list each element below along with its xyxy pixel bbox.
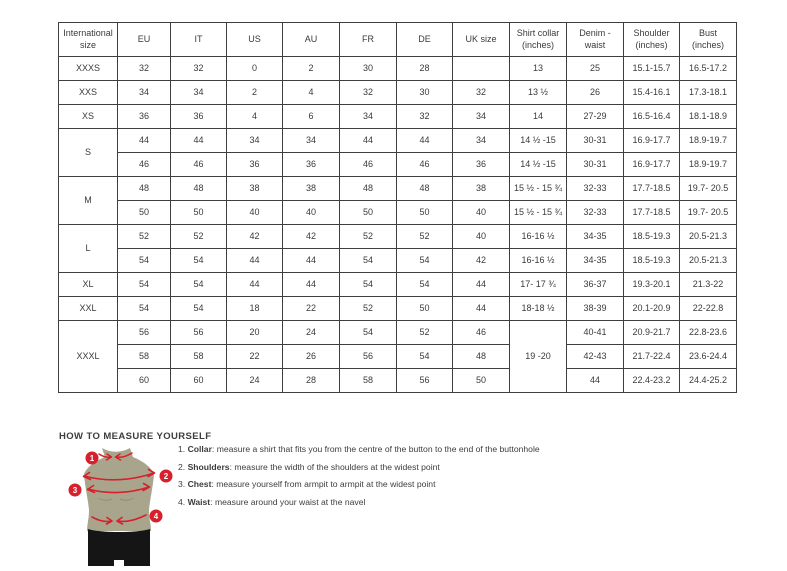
instruction-term: Shoulders (187, 461, 230, 472)
table-cell: 46 (340, 153, 397, 177)
table-cell: 26 (567, 81, 624, 105)
table-row (59, 345, 737, 369)
table-cell: 34 (171, 81, 227, 105)
table-cell: 34 (340, 105, 397, 129)
table-cell: 54 (171, 249, 227, 273)
mannequin-illustration (58, 443, 186, 566)
table-cell: 23.6-24.4 (680, 345, 737, 369)
instruction-text: : measure around your waist at the navel (210, 496, 366, 507)
table-cell: 54 (340, 249, 397, 273)
table-cell: 16.5-17.2 (680, 57, 737, 81)
table-cell: 22-22.8 (680, 297, 737, 321)
table-cell: 15.1-15.7 (624, 57, 680, 81)
table-cell: 52 (397, 225, 453, 249)
table-body (59, 57, 737, 393)
table-cell: 40 (227, 201, 283, 225)
badge-4-number: 4 (153, 512, 159, 521)
table-row (59, 273, 737, 297)
instruction-term: Collar (187, 444, 212, 454)
column-header-de: DE (397, 23, 453, 57)
table-cell: 32 (453, 81, 510, 105)
table-cell: 52 (397, 321, 453, 345)
table-cell: 2 (283, 57, 340, 81)
table-cell: 32-33 (567, 177, 624, 201)
column-header-au: AU (283, 23, 340, 57)
table-cell: 19.7- 20.5 (680, 201, 737, 225)
table-cell: 56 (118, 321, 171, 345)
measure-instruction-collar (178, 445, 540, 454)
table-row (59, 297, 737, 321)
table-cell: 38 (283, 177, 340, 201)
table-cell: 24 (227, 369, 283, 393)
table-cell: 44 (340, 129, 397, 153)
table-cell: 14 (510, 105, 567, 129)
table-cell: 32 (118, 57, 171, 81)
table-cell: 34 (283, 129, 340, 153)
table-cell: 54 (171, 273, 227, 297)
table-cell: 16.9-17.7 (624, 153, 680, 177)
table-row (59, 57, 737, 81)
column-header-us: US (227, 23, 283, 57)
table-cell: 50 (118, 201, 171, 225)
table-cell: 34 (227, 129, 283, 153)
table-row (59, 177, 737, 201)
table-cell: 22 (283, 297, 340, 321)
table-cell: 48 (397, 177, 453, 201)
table-cell: 52 (118, 225, 171, 249)
table-cell: 15.4-16.1 (624, 81, 680, 105)
table-cell: 18.1-18.9 (680, 105, 737, 129)
table-cell: 40 (283, 201, 340, 225)
table-cell: 44 (283, 249, 340, 273)
table-cell: 46 (171, 153, 227, 177)
table-cell: 0 (227, 57, 283, 81)
table-cell: 44 (453, 297, 510, 321)
table-cell: 28 (397, 57, 453, 81)
table-cell: 50 (340, 201, 397, 225)
table-cell: XXXL (59, 321, 118, 393)
table-cell: 48 (171, 177, 227, 201)
table-cell: 36 (283, 153, 340, 177)
table-cell: 40-41 (567, 321, 624, 345)
table-cell: M (59, 177, 118, 225)
table-cell: 25 (567, 57, 624, 81)
table-cell: 50 (453, 369, 510, 393)
badge-2-number: 2 (163, 472, 169, 481)
table-cell: 50 (171, 201, 227, 225)
table-cell: 56 (397, 369, 453, 393)
table-cell: 19.7- 20.5 (680, 177, 737, 201)
table-cell: 16-16 ½ (510, 249, 567, 273)
table-cell: 54 (118, 297, 171, 321)
table-cell: 44 (171, 129, 227, 153)
table-cell: 54 (118, 249, 171, 273)
table-row (59, 81, 737, 105)
instruction-term: Waist (187, 496, 211, 507)
table-cell: 44 (397, 129, 453, 153)
table-cell: 18 (227, 297, 283, 321)
table-row (59, 105, 737, 129)
table-cell: 36-37 (567, 273, 624, 297)
table-cell: 44 (227, 273, 283, 297)
table-cell: 18.9-19.7 (680, 129, 737, 153)
table-cell: 21.7-22.4 (624, 345, 680, 369)
table-cell: 2 (227, 81, 283, 105)
instruction-term: Chest (187, 479, 212, 490)
badge-1 (86, 452, 99, 465)
table-cell: L (59, 225, 118, 273)
table-cell: 50 (397, 201, 453, 225)
measure-section-title: HOW TO MEASURE YOURSELF (59, 431, 212, 442)
table-cell: 20.1-20.9 (624, 297, 680, 321)
table-cell: 42 (453, 249, 510, 273)
table-cell: 40 (453, 201, 510, 225)
table-cell: 60 (118, 369, 171, 393)
table-cell: 42 (227, 225, 283, 249)
table-cell: 44 (227, 249, 283, 273)
table-cell: 32-33 (567, 201, 624, 225)
table-cell: 46 (397, 153, 453, 177)
table-cell: 15 ½ - 15 ¾ (510, 177, 567, 201)
table-cell: 36 (453, 153, 510, 177)
size-chart (58, 22, 737, 393)
table-cell: 20.9-21.7 (624, 321, 680, 345)
column-header-fr: FR (340, 23, 397, 57)
instruction-text: : measure the width of the shoulders at the widest point (229, 461, 440, 472)
table-cell: 34 (453, 105, 510, 129)
table-cell: 60 (171, 369, 227, 393)
column-header-uk-size: UK size (453, 23, 510, 57)
table-cell: 14 ½ -15 (510, 153, 567, 177)
table-cell: 54 (171, 297, 227, 321)
column-header-shoulder: Shoulder (inches) (624, 23, 680, 57)
table-cell: 27-29 (567, 105, 624, 129)
badge-2 (160, 470, 173, 483)
column-header-shirt-collar: Shirt collar (inches) (510, 23, 567, 57)
table-row (59, 201, 737, 225)
table-cell: 44 (567, 369, 624, 393)
table-cell: 40 (453, 225, 510, 249)
table-cell: XL (59, 273, 118, 297)
table-cell: S (59, 129, 118, 177)
table-cell: 26 (283, 345, 340, 369)
table-cell: 13 ½ (510, 81, 567, 105)
table-cell: 32 (171, 57, 227, 81)
column-header-it: IT (171, 23, 227, 57)
table-cell: 58 (118, 345, 171, 369)
table-header-row (59, 23, 737, 57)
table-cell: 32 (340, 81, 397, 105)
table-cell: 48 (453, 345, 510, 369)
table-cell: 21.3-22 (680, 273, 737, 297)
table-cell: 48 (118, 177, 171, 201)
table-cell: 44 (118, 129, 171, 153)
table-cell: 48 (340, 177, 397, 201)
table-cell: 18-18 ½ (510, 297, 567, 321)
table-cell: 46 (453, 321, 510, 345)
table-cell: XXS (59, 81, 118, 105)
size-chart-table (58, 22, 737, 393)
table-cell: 38 (453, 177, 510, 201)
measure-instructions (178, 445, 540, 515)
table-cell: 18.5-19.3 (624, 249, 680, 273)
column-header-bust: Bust (inches) (680, 23, 737, 57)
table-cell: 42 (283, 225, 340, 249)
table-cell: 17- 17 ¾ (510, 273, 567, 297)
instruction-number: 3. (178, 479, 186, 490)
table-cell: 4 (283, 81, 340, 105)
table-row (59, 369, 737, 393)
table-cell: 19 -20 (510, 321, 567, 393)
table-cell: 52 (340, 297, 397, 321)
instruction-text: : measure yourself from armpit to armpit at the widest point (211, 479, 436, 490)
table-cell: 50 (397, 297, 453, 321)
table-cell: 38-39 (567, 297, 624, 321)
table-cell: 30-31 (567, 153, 624, 177)
table-cell: 44 (283, 273, 340, 297)
instruction-number: 2. (178, 461, 186, 472)
table-cell: 34 (118, 81, 171, 105)
table-cell: 32 (397, 105, 453, 129)
measure-instruction-chest (178, 480, 540, 489)
mannequin-shorts (88, 529, 150, 566)
table-cell: 17.7-18.5 (624, 201, 680, 225)
badge-3 (69, 484, 82, 497)
table-cell: 34 (453, 129, 510, 153)
table-cell: 54 (118, 273, 171, 297)
instruction-text: : measure a shirt that fits you from the centre of the button to the end of the buttonhole (211, 444, 540, 454)
measure-instruction-waist (178, 498, 540, 507)
table-cell: 56 (171, 321, 227, 345)
table-cell: 42-43 (567, 345, 624, 369)
table-cell: 16-16 ½ (510, 225, 567, 249)
table-cell: 38 (227, 177, 283, 201)
table-cell: 4 (227, 105, 283, 129)
table-cell: 54 (397, 249, 453, 273)
table-cell: 22.8-23.6 (680, 321, 737, 345)
table-cell: 34-35 (567, 249, 624, 273)
table-cell (453, 57, 510, 81)
table-cell: 20.5-21.3 (680, 225, 737, 249)
table-cell: 24.4-25.2 (680, 369, 737, 393)
instruction-number: 4. (178, 496, 186, 507)
table-cell: 58 (340, 369, 397, 393)
measure-instruction-shoulders (178, 463, 540, 472)
table-cell: 16.5-16.4 (624, 105, 680, 129)
table-cell: 15 ½ - 15 ¾ (510, 201, 567, 225)
badge-1-number: 1 (89, 454, 95, 463)
table-cell: 54 (397, 273, 453, 297)
table-cell: 30 (397, 81, 453, 105)
table-row (59, 129, 737, 153)
table-cell: 16.9-17.7 (624, 129, 680, 153)
table-cell: XXL (59, 297, 118, 321)
table-row (59, 321, 737, 345)
table-cell: 54 (340, 273, 397, 297)
table-cell: 54 (397, 345, 453, 369)
table-cell: 28 (283, 369, 340, 393)
table-cell: 6 (283, 105, 340, 129)
table-row (59, 153, 737, 177)
table-cell: 30-31 (567, 129, 624, 153)
table-cell: 58 (171, 345, 227, 369)
table-cell: XXXS (59, 57, 118, 81)
table-cell: 20 (227, 321, 283, 345)
table-cell: 52 (171, 225, 227, 249)
table-cell: 17.3-18.1 (680, 81, 737, 105)
table-cell: 34-35 (567, 225, 624, 249)
measurement-figure (58, 443, 186, 566)
table-cell: 54 (340, 321, 397, 345)
column-header-denim-waist: Denim - waist (567, 23, 624, 57)
table-row (59, 225, 737, 249)
table-cell: 46 (118, 153, 171, 177)
table-cell: 20.5-21.3 (680, 249, 737, 273)
badge-4 (150, 510, 163, 523)
table-cell: 52 (340, 225, 397, 249)
table-row (59, 249, 737, 273)
table-cell: 30 (340, 57, 397, 81)
table-cell: 36 (227, 153, 283, 177)
table-cell: 22 (227, 345, 283, 369)
table-cell: 36 (171, 105, 227, 129)
column-header-eu: EU (118, 23, 171, 57)
table-cell: 24 (283, 321, 340, 345)
table-cell: 14 ½ -15 (510, 129, 567, 153)
table-cell: 17.7-18.5 (624, 177, 680, 201)
table-cell: 19.3-20.1 (624, 273, 680, 297)
table-cell: 13 (510, 57, 567, 81)
table-cell: 22.4-23.2 (624, 369, 680, 393)
table-cell: 44 (453, 273, 510, 297)
instruction-number: 1. (178, 444, 186, 454)
badge-3-number: 3 (72, 486, 78, 495)
table-cell: 18.5-19.3 (624, 225, 680, 249)
table-cell: 18.9-19.7 (680, 153, 737, 177)
table-cell: 36 (118, 105, 171, 129)
column-header-international-size: International size (59, 23, 118, 57)
table-cell: XS (59, 105, 118, 129)
table-cell: 56 (340, 345, 397, 369)
